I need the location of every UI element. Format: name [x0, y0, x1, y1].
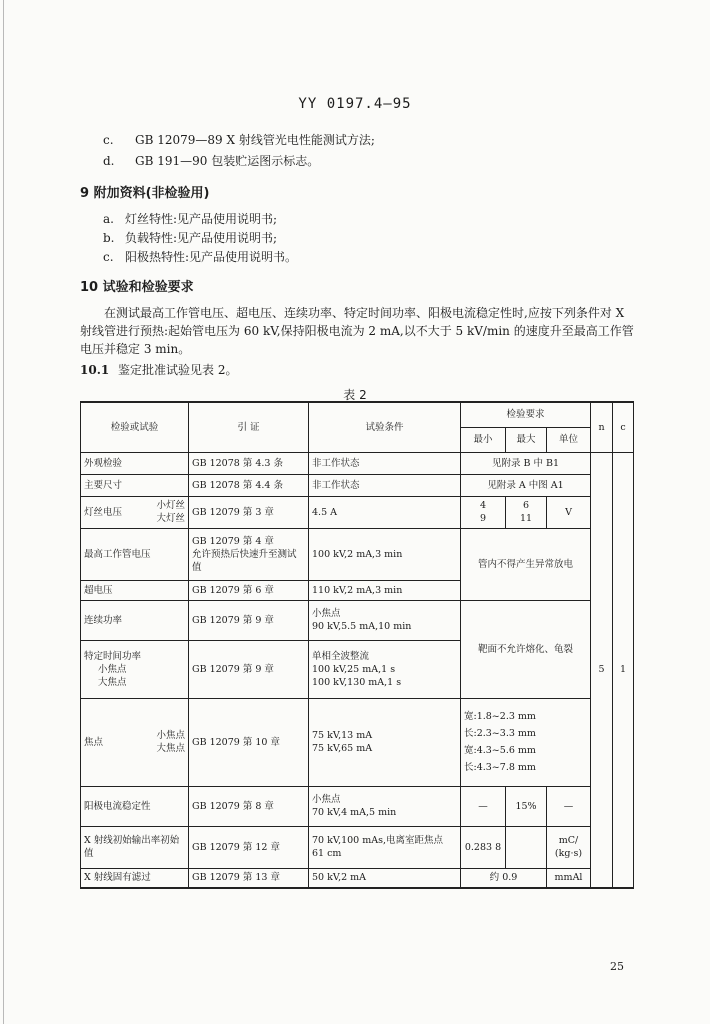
header-n: n: [591, 402, 613, 452]
scan-edge-line: [3, 0, 4, 1024]
condition-line: 100 kV,25 mA,1 s: [312, 663, 396, 675]
ref-text: GB 12079—89 X 射线管光电性能测试方法;: [135, 133, 375, 147]
test-subname: 小焦点: [156, 730, 185, 741]
unit-line: mC/: [558, 835, 579, 846]
max-value: 11: [519, 513, 533, 524]
item-label: c.: [103, 250, 114, 264]
ref-label: d.: [103, 154, 115, 168]
condition: 50 kV,2 mA: [309, 868, 461, 888]
test-name: 超电压: [81, 580, 189, 600]
clause: GB 12079 第 8 章: [189, 786, 309, 826]
clause: GB 12079 第 10 章: [189, 698, 309, 786]
section-9-item: [103, 229, 277, 246]
requirement: 靶面不允许熔化、龟裂: [461, 600, 591, 698]
section-9-item: [103, 210, 277, 227]
condition: [309, 786, 461, 826]
header-requirement: 检验要求: [461, 402, 591, 427]
focal-spec: 长:4.3~7.8 mm: [464, 762, 536, 773]
unit: mmAl: [547, 868, 591, 888]
table-row: [81, 474, 634, 496]
test-name-cell: [81, 496, 189, 528]
header-condition: 试验条件: [309, 402, 461, 452]
item-text: 灯丝特性:见产品使用说明书;: [125, 212, 278, 226]
ref-text: GB 191—90 包装贮运图示标志。: [135, 154, 320, 168]
condition: [309, 640, 461, 698]
table-header-row: [81, 402, 634, 427]
requirement: 管内不得产生异常放电: [461, 528, 591, 600]
requirement: 见附录 A 中图 A1: [461, 474, 591, 496]
unit: [547, 826, 591, 868]
requirement: [461, 698, 591, 786]
sample-size-n: 5: [591, 452, 613, 888]
unit: V: [547, 496, 591, 528]
header-min: 最小: [461, 427, 506, 452]
item-text: 负载特性:见产品使用说明书;: [125, 231, 278, 245]
test-name: 最高工作管电压: [81, 528, 189, 580]
min-values: [461, 496, 506, 528]
header-unit: 单位: [547, 427, 591, 452]
condition-line: 小焦点: [312, 608, 341, 619]
ref-d: [103, 152, 319, 169]
clause: GB 12079 第 13 章: [189, 868, 309, 888]
clause: GB 12079 第 9 章: [189, 640, 309, 698]
focal-spec: 长:2.3~3.3 mm: [464, 728, 536, 739]
clause: GB 12079 第 12 章: [189, 826, 309, 868]
test-subname: 大焦点: [156, 743, 185, 754]
requirement: 见附录 B 中 B1: [461, 452, 591, 474]
table-row: [81, 868, 634, 888]
test-subname: 大焦点: [98, 676, 127, 688]
nominal-value: 约 0.9: [461, 868, 547, 888]
header-test: 检验或试验: [81, 402, 189, 452]
ref-c: [103, 131, 375, 148]
min-value: 4: [479, 500, 487, 511]
subsection-text: 鉴定批准试验见表 2。: [118, 363, 238, 377]
clause: GB 12079 第 6 章: [189, 580, 309, 600]
section-9-title: 9 附加资料(非检验用): [80, 186, 210, 201]
header-clause: 引 证: [189, 402, 309, 452]
table-row: [81, 452, 634, 474]
header-max: 最大: [506, 427, 547, 452]
test-subname: 大灯丝: [156, 513, 185, 524]
table-row: [81, 496, 634, 528]
test-name: 阳极电流稳定性: [81, 786, 189, 826]
max-values: [506, 496, 547, 528]
condition-line: 小焦点: [312, 794, 341, 805]
header-c: c: [613, 402, 634, 452]
preheat-paragraph: 在测试最高工作管电压、超电压、连续功率、特定时间功率、阳极电流稳定性时,应按下列条件对 X 射线管进行预热:起始管电压为 60 kV,保持阳极电流为 2 mA,以不大于 5 kV/min 的速度升至最高工作管电压并稳定 3 min。: [80, 306, 634, 356]
test-name: 外观检验: [81, 452, 189, 474]
section-10-title: 10 试验和检验要求: [80, 280, 194, 295]
table-row: [81, 786, 634, 826]
condition: 110 kV,2 mA,3 min: [309, 580, 461, 600]
unit: —: [547, 786, 591, 826]
table-row: [81, 528, 634, 580]
subsection-10-1: [80, 361, 237, 378]
condition: 100 kV,2 mA,3 min: [309, 528, 461, 580]
focal-spec: 宽:4.3~5.6 mm: [464, 745, 536, 756]
item-label: a.: [103, 212, 114, 226]
min-value: —: [461, 786, 506, 826]
acceptance-c: 1: [613, 452, 634, 888]
condition-line: 75 kV,13 mA: [312, 730, 373, 741]
condition: [309, 698, 461, 786]
test-subname: 小焦点: [98, 663, 127, 675]
min-value: 9: [479, 513, 487, 524]
max-value: 6: [522, 500, 530, 511]
max-value: 15%: [506, 786, 547, 826]
test-name: 焦点: [84, 736, 104, 748]
table-row: [81, 698, 634, 786]
condition: 4.5 A: [309, 496, 461, 528]
test-name: 连续功率: [81, 600, 189, 640]
unit-line: (kg·s): [554, 848, 583, 859]
condition: [309, 600, 461, 640]
item-label: b.: [103, 231, 115, 245]
condition-line: 90 kV,5.5 mA,10 min: [312, 621, 412, 632]
page-number: 25: [610, 960, 624, 973]
condition: 70 kV,100 mAs,电离室距焦点 61 cm: [309, 826, 461, 868]
max-value: [506, 826, 547, 868]
clause: GB 12078 第 4.4 条: [189, 474, 309, 496]
condition-line: 75 kV,65 mA: [312, 743, 373, 754]
table-row: [81, 600, 634, 640]
min-value: 0.283 8: [461, 826, 506, 868]
clause: GB 12079 第 9 章: [189, 600, 309, 640]
test-name-cell: [81, 640, 189, 698]
subsection-number: 10.1: [80, 363, 110, 377]
ref-label: c.: [103, 133, 114, 147]
table-row: [81, 826, 634, 868]
test-name-cell: [81, 698, 189, 786]
test-name: X 射线初始输出率初始值: [81, 826, 189, 868]
item-text: 阳极热特性:见产品使用说明书。: [125, 250, 298, 264]
clause: GB 12079 第 3 章: [189, 496, 309, 528]
clause: GB 12079 第 4 章 允许预热后快速升至测试值: [189, 528, 309, 580]
test-name: X 射线固有滤过: [81, 868, 189, 888]
clause: GB 12078 第 4.3 条: [189, 452, 309, 474]
focal-spec: 宽:1.8~2.3 mm: [464, 711, 536, 722]
condition-line: 单相全波整流: [312, 650, 370, 662]
condition-line: 100 kV,130 mA,1 s: [312, 676, 402, 688]
condition: 非工作状态: [309, 452, 461, 474]
test-name: 特定时间功率: [84, 650, 142, 662]
test-name: 主要尺寸: [81, 474, 189, 496]
condition-line: 70 kV,4 mA,5 min: [312, 807, 397, 818]
standard-header: YY 0197.4—95: [298, 96, 412, 112]
section-9-item: [103, 248, 297, 265]
test-name: 灯丝电压: [84, 506, 123, 518]
test-requirements-table: [80, 401, 634, 889]
table-caption: 表 2: [343, 388, 367, 402]
test-subname: 小灯丝: [156, 500, 185, 511]
condition: 非工作状态: [309, 474, 461, 496]
